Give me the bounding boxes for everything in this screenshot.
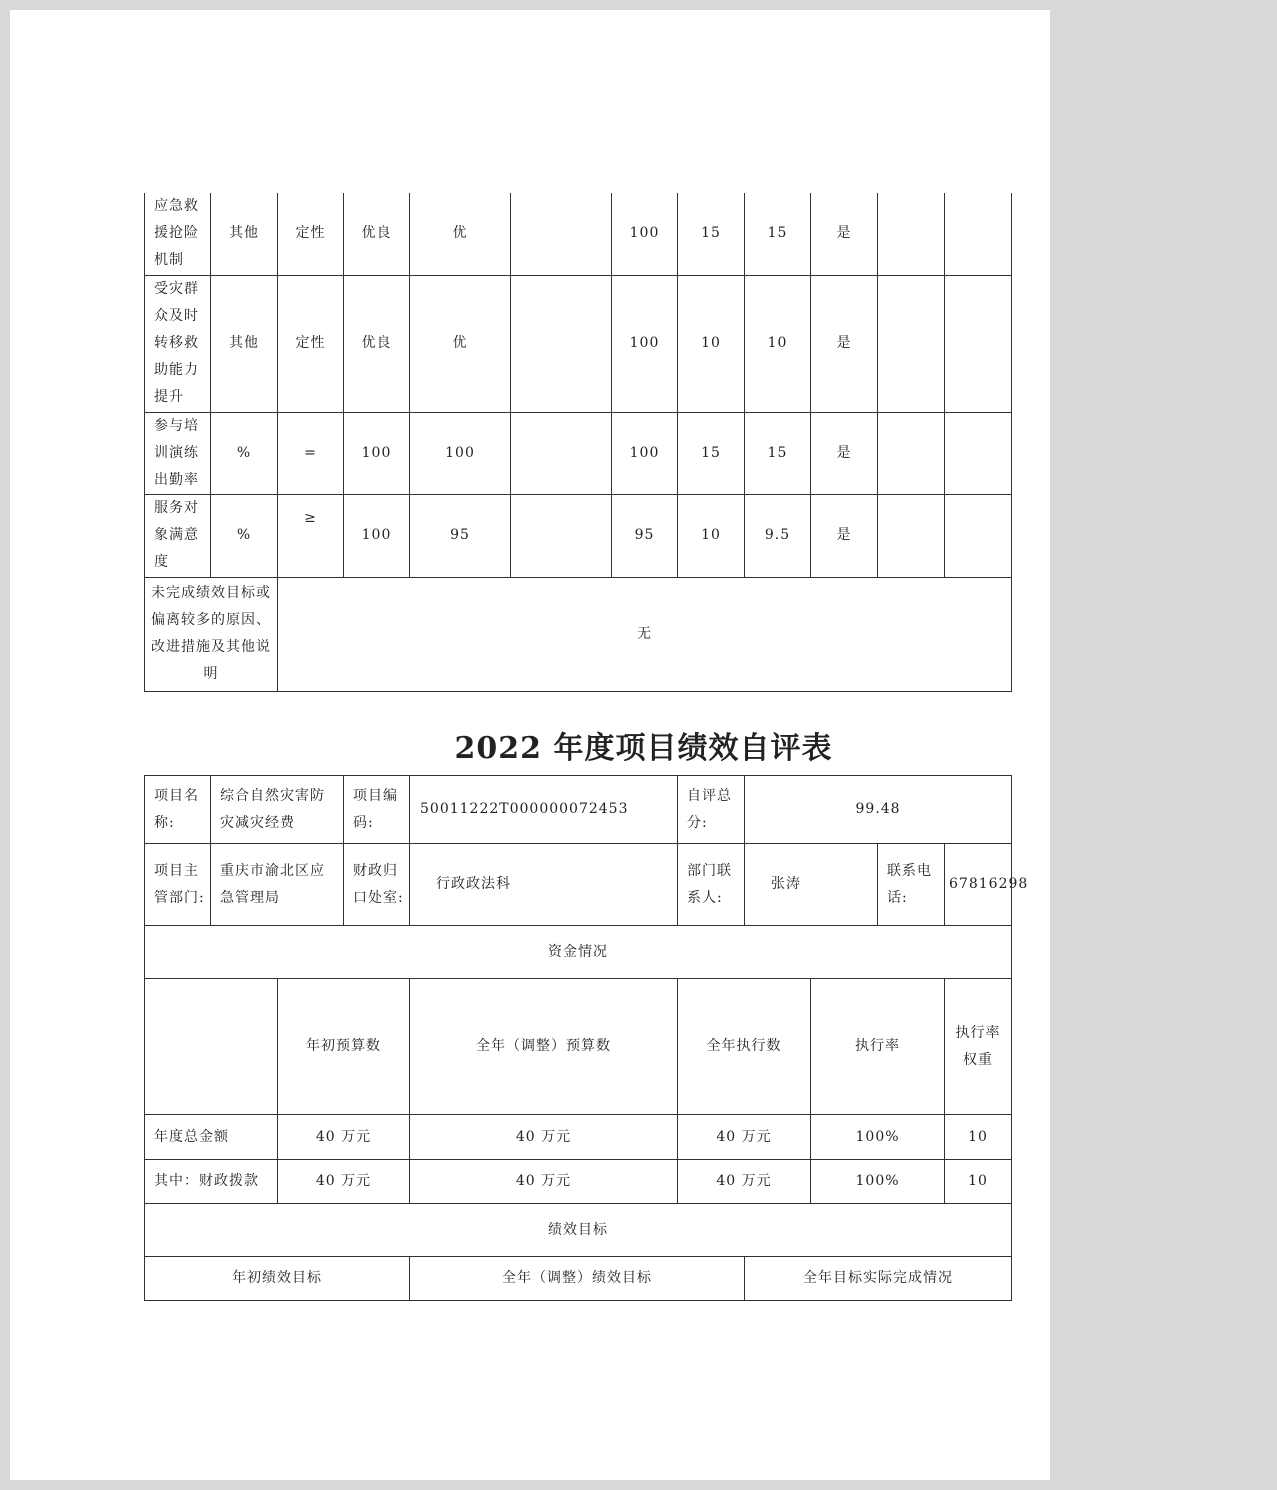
indicator-blank	[945, 494, 1012, 577]
remark-value: 无	[278, 577, 1012, 691]
table-row	[145, 1204, 1012, 1257]
funds-cell: 40 万元	[278, 1160, 410, 1204]
indicator-rate: 95	[612, 494, 678, 577]
funds-cell: 100%	[811, 1160, 945, 1204]
indicator-score: 15	[745, 412, 811, 494]
funds-cell: 100%	[811, 1115, 945, 1160]
indicator-type: 其他	[211, 275, 278, 412]
funds-cell: 40 万元	[410, 1115, 678, 1160]
funds-header-cell: 执行率	[811, 979, 945, 1115]
indicator-target: 100	[344, 412, 410, 494]
indicator-type: %	[211, 412, 278, 494]
indicator-blank	[511, 193, 612, 275]
finance-office-value: 行政政法科	[410, 844, 678, 926]
indicator-blank	[945, 193, 1012, 275]
indicator-blank	[878, 275, 945, 412]
indicator-type: %	[211, 494, 278, 577]
indicator-name: 服务对象满意度	[145, 494, 211, 577]
project-code-value: 50011222T000000072453	[410, 776, 678, 844]
indicator-blank	[511, 412, 612, 494]
indicator-blank	[511, 494, 612, 577]
indicator-weight: 15	[678, 193, 745, 275]
goals-header-cell: 年初绩效目标	[145, 1257, 410, 1301]
goals-header-cell: 全年（调整）绩效目标	[410, 1257, 745, 1301]
table-row	[145, 1160, 1012, 1204]
indicator-target: 优良	[344, 193, 410, 275]
indicator-blank	[878, 412, 945, 494]
table-row	[145, 412, 1012, 494]
table-row	[145, 577, 1012, 691]
indicator-name: 应急救援抢险机制	[145, 193, 211, 275]
self-score-value: 99.48	[745, 776, 1012, 844]
funds-header-cell: 全年（调整）预算数	[410, 979, 678, 1115]
indicator-blank	[945, 412, 1012, 494]
project-name-value: 综合自然灾害防灾减灾经费	[211, 776, 344, 844]
indicator-flag: 是	[811, 275, 878, 412]
table-row	[145, 776, 1012, 844]
funds-cell: 40 万元	[278, 1115, 410, 1160]
indicator-weight: 10	[678, 275, 745, 412]
indicator-actual: 优	[410, 193, 511, 275]
indicator-blank	[878, 494, 945, 577]
funds-header-cell: 年初预算数	[278, 979, 410, 1115]
table-row	[145, 275, 1012, 412]
dept-value: 重庆市渝北区应急管理局	[211, 844, 344, 926]
project-name-label: 项目名称:	[145, 776, 211, 844]
indicator-name: 参与培训演练出勤率	[145, 412, 211, 494]
indicator-nature: =	[278, 412, 344, 494]
page-title: 2022 年度项目绩效自评表	[454, 731, 833, 766]
indicator-blank	[511, 275, 612, 412]
indicator-nature: 定性	[278, 275, 344, 412]
funds-cell: 40 万元	[410, 1160, 678, 1204]
indicator-rate: 100	[612, 275, 678, 412]
indicator-actual: 优	[410, 275, 511, 412]
indicator-score: 10	[745, 275, 811, 412]
funds-row-label: 年度总金额	[145, 1115, 278, 1160]
indicator-weight: 15	[678, 412, 745, 494]
funds-header-cell: 全年执行数	[678, 979, 811, 1115]
document-page	[10, 10, 1050, 1480]
contact-value: 张涛	[745, 844, 878, 926]
self-score-label: 自评总分:	[678, 776, 745, 844]
finance-office-label: 财政归口处室:	[344, 844, 410, 926]
project-code-label: 项目编码:	[344, 776, 410, 844]
table-row	[145, 1115, 1012, 1160]
goals-header-cell: 全年目标实际完成情况	[745, 1257, 1012, 1301]
remark-label: 未完成绩效目标或偏离较多的原因、改进措施及其他说明	[145, 577, 278, 691]
indicator-flag: 是	[811, 412, 878, 494]
indicator-actual: 100	[410, 412, 511, 494]
indicator-score: 9.5	[745, 494, 811, 577]
contact-label: 部门联系人:	[678, 844, 745, 926]
table-row	[145, 1257, 1012, 1301]
indicator-nature: ≥	[278, 494, 344, 577]
indicator-actual: 95	[410, 494, 511, 577]
indicator-score: 15	[745, 193, 811, 275]
funds-cell: 10	[945, 1160, 1012, 1204]
indicator-target: 100	[344, 494, 410, 577]
funds-heading: 资金情况	[145, 926, 1012, 979]
table-row	[145, 979, 1012, 1115]
indicator-target: 优良	[344, 275, 410, 412]
indicator-table	[144, 193, 1012, 692]
phone-value: 67816298	[945, 844, 1012, 926]
indicator-blank	[945, 275, 1012, 412]
indicator-rate: 100	[612, 412, 678, 494]
table-row	[145, 926, 1012, 979]
funds-cell: 40 万元	[678, 1160, 811, 1204]
indicator-flag: 是	[811, 494, 878, 577]
self-evaluation-table	[144, 775, 1029, 1301]
indicator-blank	[878, 193, 945, 275]
indicator-rate: 100	[612, 193, 678, 275]
phone-label: 联系电话:	[878, 844, 945, 926]
funds-header-cell	[145, 979, 278, 1115]
table-row	[145, 494, 1012, 577]
goals-heading: 绩效目标	[145, 1204, 1012, 1257]
table-row	[145, 844, 1012, 926]
dept-label: 项目主管部门:	[145, 844, 211, 926]
funds-cell: 10	[945, 1115, 1012, 1160]
indicator-flag: 是	[811, 193, 878, 275]
indicator-type: 其他	[211, 193, 278, 275]
funds-header-cell: 执行率权重	[945, 979, 1012, 1115]
indicator-name: 受灾群众及时转移救助能力提升	[145, 275, 211, 412]
indicator-weight: 10	[678, 494, 745, 577]
indicator-nature: 定性	[278, 193, 344, 275]
funds-cell: 40 万元	[678, 1115, 811, 1160]
table-row	[145, 193, 1012, 275]
funds-row-label: 其中：财政拨款	[145, 1160, 278, 1204]
